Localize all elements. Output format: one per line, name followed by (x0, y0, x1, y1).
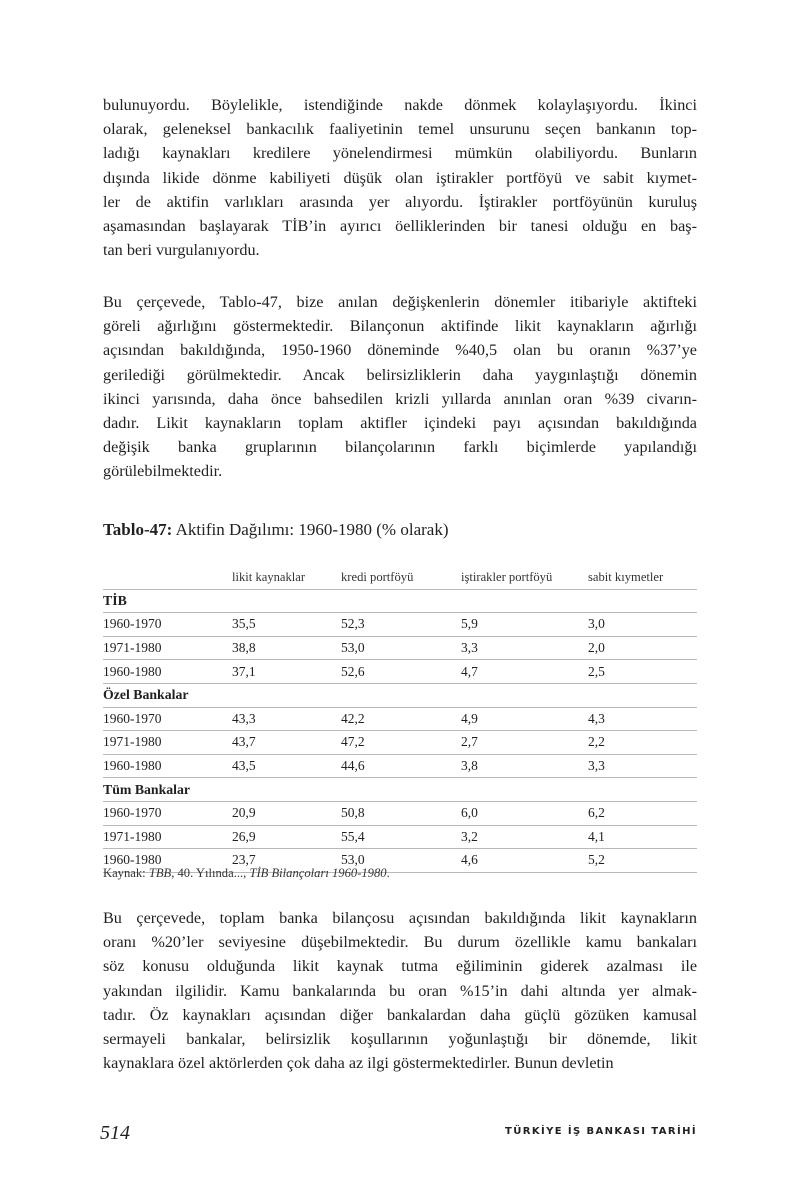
text-line: görülebilmektedir. (103, 462, 223, 481)
text-line: değişik banka gruplarının bilançolarının farklı biçimlerde yapılandığı (103, 438, 697, 457)
value-cell: 6,0 (461, 801, 588, 825)
source-mid: , 40. Yılında..., (171, 866, 250, 880)
group-label: Tüm Bankalar (103, 778, 697, 802)
group-label: Özel Bankalar (103, 683, 697, 707)
source-italic-2: TİB Bilançoları 1960-1980 (249, 866, 387, 880)
period-cell: 1971-1980 (103, 731, 232, 755)
period-cell: 1960-1980 (103, 849, 232, 873)
value-cell: 3,3 (588, 754, 697, 778)
paragraph-2 (103, 290, 697, 484)
value-cell: 26,9 (232, 825, 341, 849)
period-cell: 1960-1970 (103, 613, 232, 637)
text-line: Bu çerçevede, toplam banka bilançosu açısından bakıldığında likit kaynakların (103, 909, 697, 927)
source-prefix: Kaynak: (103, 866, 149, 880)
table-row (103, 707, 697, 731)
value-cell: 55,4 (341, 825, 461, 849)
table-group-row (103, 778, 697, 802)
paragraph-1 (103, 93, 697, 262)
period-cell: 1971-1980 (103, 825, 232, 849)
text-line: açısından bakıldığında, 1950-1960 döneminde %40,5 olan bu oranın %37’ye (103, 341, 697, 360)
source-italic-1: TBB (148, 866, 172, 880)
text-line: yakından ilgilidir. Kamu bankalarında bu oran %15’in dahi altında yer almak- (103, 981, 697, 1000)
table-header-row (103, 566, 697, 589)
text-line: kaynaklara özel aktörlerden çok daha az ilgi göstermektedirler. Bunun devletin (103, 1054, 614, 1073)
table-source-note (103, 866, 390, 881)
period-cell: 1960-1970 (103, 801, 232, 825)
column-header: kredi portföyü (341, 566, 461, 589)
text-line: tadır. Öz kaynakları açısından diğer bankalardan daha güçlü gözüken kamusal (103, 1005, 697, 1024)
value-cell: 44,6 (341, 754, 461, 778)
value-cell: 35,5 (232, 613, 341, 637)
value-cell: 43,3 (232, 707, 341, 731)
value-cell: 50,8 (341, 801, 461, 825)
table-row (103, 825, 697, 849)
value-cell: 47,2 (341, 731, 461, 755)
value-cell: 3,2 (461, 825, 588, 849)
value-cell: 20,9 (232, 801, 341, 825)
value-cell: 3,8 (461, 754, 588, 778)
table-row (103, 636, 697, 660)
column-header (103, 566, 232, 589)
value-cell: 2,5 (588, 660, 697, 684)
value-cell: 4,9 (461, 707, 588, 731)
text-line: sermayeli bankalar, belirsizlik koşullarının yoğunlaştığı bir dönemde, likit (103, 1029, 697, 1048)
value-cell: 3,0 (588, 613, 697, 637)
value-cell: 52,6 (341, 660, 461, 684)
table-group-row (103, 589, 697, 613)
period-cell: 1960-1970 (103, 707, 232, 731)
text-line: aşamasından başlayarak TİB’in ayırıcı öelliklerinden bir tanesi olduğu en baş- (103, 216, 697, 235)
value-cell: 52,3 (341, 613, 461, 637)
value-cell: 5,9 (461, 613, 588, 637)
value-cell: 37,1 (232, 660, 341, 684)
value-cell: 4,3 (588, 707, 697, 731)
value-cell: 4,6 (461, 849, 588, 873)
text-line: ikinci yarısında, daha önce bahsedilen krizli yıllarda anınlan oran %39 civarın- (103, 389, 697, 408)
column-header: sabit kıymetler (588, 566, 697, 589)
table-body (103, 589, 697, 872)
column-header: likit kaynaklar (232, 566, 341, 589)
asset-distribution-table (103, 566, 697, 873)
value-cell: 2,2 (588, 731, 697, 755)
value-cell: 53,0 (341, 636, 461, 660)
text-line: dadır. Likit kaynakların toplam aktifler içindeki payı açısından bakıldığında (103, 413, 697, 432)
running-head: TÜRKİYE İŞ BANKASI TARİHİ (505, 1126, 697, 1137)
value-cell: 6,2 (588, 801, 697, 825)
group-label: TİB (103, 589, 697, 613)
table-caption-title: Aktifin Dağılımı: 1960-1980 (% olarak) (172, 520, 449, 539)
value-cell: 38,8 (232, 636, 341, 660)
text-line: göreli ağırlığını göstermektedir. Bilançonun aktifinde likit kaynakların ağırlığı (103, 317, 697, 336)
period-cell: 1960-1980 (103, 660, 232, 684)
value-cell: 4,1 (588, 825, 697, 849)
table-row (103, 754, 697, 778)
text-line: söz konusu olduğunda likit kaynak tutma eğiliminin giderek azalması ile (103, 957, 697, 976)
period-cell: 1960-1980 (103, 754, 232, 778)
value-cell: 2,7 (461, 731, 588, 755)
value-cell: 43,7 (232, 731, 341, 755)
text-line: gerilediği görülmektedir. Ancak belirsizliklerin daha yaygınlaştığı dönemin (103, 365, 697, 384)
source-suffix: . (386, 866, 390, 880)
text-line: ladığı kaynakları kredilere yönelendirmesi mümkün olabiliyordu. Bunların (103, 144, 697, 163)
text-line: bulunuyordu. Böylelikle, istendiğinde nakde dönmek kolaylaşıyordu. İkinci (103, 96, 697, 114)
value-cell: 23,7 (232, 849, 341, 873)
value-cell: 43,5 (232, 754, 341, 778)
table-row (103, 801, 697, 825)
table-group-row (103, 683, 697, 707)
table-caption-label: Tablo-47: (103, 520, 173, 539)
text-line: Bu çerçevede, Tablo-47, bize anılan değişkenlerin dönemler itibariyle aktifteki (103, 293, 697, 311)
value-cell: 53,0 (341, 849, 461, 873)
value-cell: 3,3 (461, 636, 588, 660)
text-line: tan beri vurgulanıyordu. (103, 241, 260, 260)
page-number: 514 (100, 1122, 130, 1144)
text-line: olarak, geleneksel bankacılık faaliyetinin temel unsurunu seçen bankanın top- (103, 120, 697, 139)
text-line: ler de aktifin varlıkları arasında yer alıyordu. İştirakler portföyünün kuruluş (103, 192, 697, 211)
text-line: oranı %20’ler seviyesine düşebilmektedir. Bu durum özellikle kamu bankaları (103, 933, 697, 952)
paragraph-3 (103, 906, 697, 1075)
column-header: iştirakler portföyü (461, 566, 588, 589)
table-row (103, 660, 697, 684)
table-caption (103, 520, 448, 540)
table-row (103, 613, 697, 637)
value-cell: 5,2 (588, 849, 697, 873)
text-line: dışında likide dönme kabiliyeti düşük olan iştirakler portföyü ve sabit kıymet- (103, 168, 697, 187)
table-row (103, 731, 697, 755)
period-cell: 1971-1980 (103, 636, 232, 660)
value-cell: 42,2 (341, 707, 461, 731)
value-cell: 4,7 (461, 660, 588, 684)
value-cell: 2,0 (588, 636, 697, 660)
